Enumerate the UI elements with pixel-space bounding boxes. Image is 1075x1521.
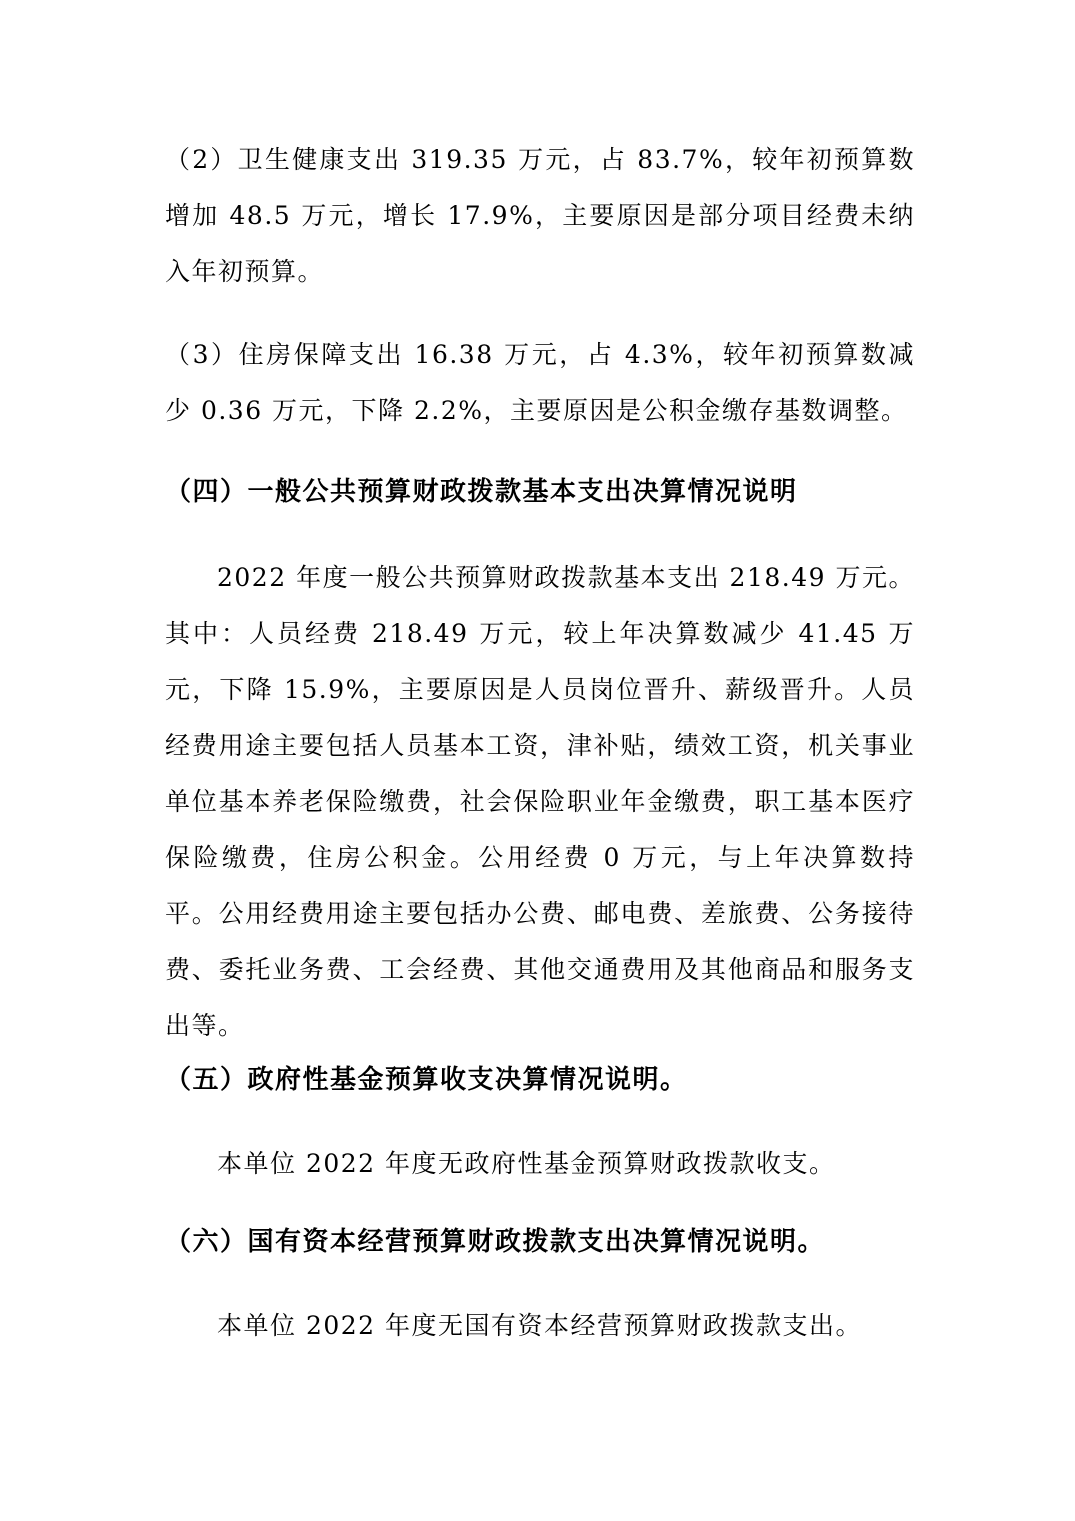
housing-expense-paragraph: （3）住房保障支出 16.38 万元，占 4.3%，较年初预算数减少 0.36 万元，下降 2.2%，主要原因是公积金缴存基数调整。 xyxy=(165,340,915,425)
state-capital-paragraph: 本单位 2022 年度无国有资本经营预算财政拨款支出。 xyxy=(217,1311,863,1340)
section-5-heading: （五）政府性基金预算收支决算情况说明。 xyxy=(165,1065,688,1095)
health-expense-paragraph: （2）卫生健康支出 319.35 万元，占 83.7%，较年初预算数增加 48.5 万元，增长 17.9%，主要原因是部分项目经费未纳入年初预算。 xyxy=(165,145,915,286)
basic-expense-paragraph: 2022 年度一般公共预算财政拨款基本支出 218.49 万元。其中：人员经费 218.49 万元，较上年决算数减少 41.45 万元，下降 15.9%，主要原因是人员岗位晋升、薪级晋升。人员经费用途主要包括人员基本工资，津补贴，绩效工资，机关事业单位基本养老保险缴费，社会保险职业年金缴费，职工基本医疗保险缴费，住房公积金。公用经费 0 万元，与上年决算数持平。公用经费用途主要包括办公费、邮电费、差旅费、公务接待费、委托业务费、工会经费、其他交通费用及其他商品和服务支出等。 xyxy=(165,563,915,1040)
section-4-heading: （四）一般公共预算财政拨款基本支出决算情况说明 xyxy=(165,477,798,507)
section-6-heading: （六）国有资本经营预算财政拨款支出决算情况说明。 xyxy=(165,1227,826,1257)
gov-fund-paragraph: 本单位 2022 年度无政府性基金预算财政拨款收支。 xyxy=(217,1149,836,1178)
